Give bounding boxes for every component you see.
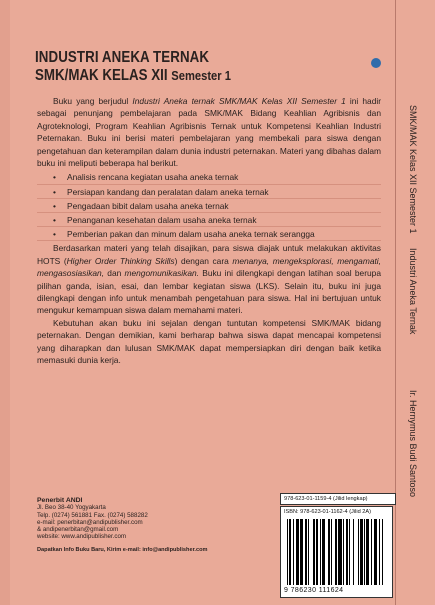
blurb-paragraph-2: Berdasarkan materi yang telah disajikan, para siswa diajak untuk melakukan aktivitas HOTS (Higher Order Thinking Skills) dengan cara menanya, mengeksplorasi, mengamati, mengasosiasikan, dan mengomunikasikan. Buku ini dilengkapi dengan latihan soal berupa pilihan ganda, isian, esai, dan lembar kegiatan siswa (LKS). Selain itu, buku ini juga dilengkapi dengan info untuk menambah pengetahuan para siswa. Hal ini bertujuan untuk mengukur kemampuan siswa dalam memahami materi. (37, 243, 381, 316)
publisher-address: Jl. Beo 38-40 Yogyakarta (37, 504, 106, 512)
list-item: • Pengadaan bibit dalam usaha aneka ternak (37, 200, 381, 213)
spine-author: Ir. Hernymus Budi Santoso (408, 390, 418, 498)
barcode (287, 519, 385, 585)
blurb-paragraph-3: Kebutuhan akan buku ini sejalan dengan tuntutan kompetensi SMK/MAK bidang peternakan. Dengan demikian, kami berharap bahwa siswa dapat mencapai kompetensi yang diharapkan dan lulusan SMK/MAK dapat mempersiapkan diri dengan baik ketika memasuki dunia kerja. (37, 317, 381, 366)
left-edge (0, 0, 10, 605)
blurb-paragraph-1: Buku yang berjudul Industri Aneka ternak SMK/MAK Kelas XII Semester 1 ini hadir sebagai penunjang pembelajaran pada SMK/MAK Bidang Keahlian Agribisnis dan Agroteknologi, Program Keahlian Agribisnis Ternak untuk Kompetensi Keahlian Industri Peternakan. Buku ini berisi materi pembelajaran yang membekali para siswa dengan pengetahuan dan keterampilan dalam dunia industri peternakan. Materi yang dibahas dalam buku ini meliputi beberapa hal berikut. (37, 96, 382, 169)
publisher-info (37, 497, 208, 554)
book-subtitle (35, 67, 231, 85)
book-title: INDUSTRI ANEKA TERNAK (35, 49, 210, 66)
barcode-stripe (383, 519, 384, 585)
topic-list (37, 171, 381, 241)
semester-label: Semester 1 (171, 68, 231, 83)
isbn-volume: ISBN: 978-623-01-1162-4 (Jilid 2A) (284, 509, 371, 515)
spine-book-title: SMK/MAK Kelas XII Semester 1 (408, 105, 418, 234)
publisher-logo-icon (371, 58, 381, 68)
list-item: • Penanganan kesehatan dalam usaha aneka ternak (37, 214, 381, 227)
publisher-phone: Telp. (0274) 561881 Fax. (0274) 588282 (37, 511, 148, 519)
spine-subject: Industri Aneka Ternak (408, 248, 418, 335)
publisher-footer-note: Dapatkan Info Buku Baru, Kirim e-mail: info@andipublisher.com (37, 546, 208, 553)
list-item: • Persiapan kandang dan peralatan dalam aneka ternak (37, 186, 381, 199)
class-label: SMK/MAK KELAS XII (35, 67, 168, 84)
blurb (37, 95, 381, 366)
publisher-email-alt: & andipenerbitan@gmail.com (37, 526, 119, 534)
spine-fold-line (395, 0, 396, 605)
isbn-complete: 978-623-01-1159-4 (Jilid lengkap) (280, 493, 396, 505)
list-item: • Analisis rencana kegiatan usaha aneka ternak (37, 171, 381, 184)
barcode-panel (280, 506, 393, 598)
barcode-digits: 9 786230 111624 (284, 587, 344, 594)
publisher-email: e-mail: penerbitan@andipublisher.com (37, 518, 143, 526)
publisher-website: website: www.andipublisher.com (37, 533, 127, 541)
list-item: • Pemberian pakan dan minum dalam usaha aneka ternak serangga (37, 228, 381, 241)
publisher-name: Penerbit ANDI (37, 497, 83, 504)
